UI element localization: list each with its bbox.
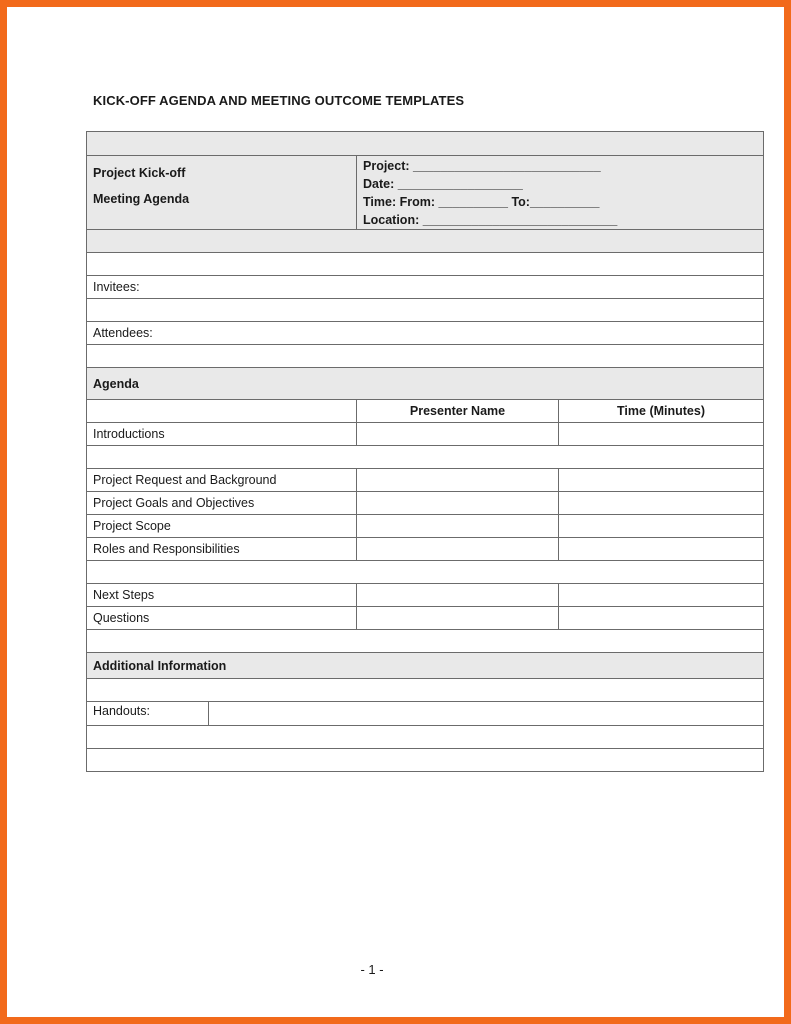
time-cell[interactable]	[559, 515, 764, 538]
presenter-cell[interactable]	[357, 607, 559, 630]
agenda-item: Project Scope	[87, 515, 357, 538]
presenter-cell[interactable]	[357, 423, 559, 446]
title-line-1: Project Kick-off	[93, 166, 186, 180]
presenter-cell[interactable]	[357, 584, 559, 607]
location-field[interactable]: Location: ____________________________	[363, 213, 618, 227]
invitees-row: Invitees:	[87, 276, 764, 299]
agenda-item: Introductions	[87, 423, 357, 446]
agenda-item: Roles and Responsibilities	[87, 538, 357, 561]
blank-row	[87, 345, 764, 368]
attendees-row: Attendees:	[87, 322, 764, 345]
presenter-cell[interactable]	[357, 492, 559, 515]
time-cell[interactable]	[559, 423, 764, 446]
agenda-item: Next Steps	[87, 584, 357, 607]
time-cell[interactable]	[559, 469, 764, 492]
date-field[interactable]: Date: __________________	[363, 177, 523, 191]
blank-row	[87, 749, 764, 772]
project-field[interactable]: Project: ___________________________	[363, 159, 601, 173]
blank-row	[87, 253, 764, 276]
page-number: - 1 -	[360, 962, 384, 977]
agenda-item: Project Goals and Objectives	[87, 492, 357, 515]
presenter-cell[interactable]	[357, 538, 559, 561]
agenda-heading: Agenda	[87, 368, 764, 400]
handouts-row	[87, 702, 764, 726]
document-title	[87, 156, 357, 230]
blank-row	[87, 679, 764, 702]
blank-row	[87, 630, 764, 653]
blank-row	[87, 299, 764, 322]
time-column-header: Time (Minutes)	[559, 400, 764, 423]
meeting-meta	[357, 156, 764, 230]
time-cell[interactable]	[559, 607, 764, 630]
agenda-header-blank	[87, 400, 357, 423]
agenda-item: Questions	[87, 607, 357, 630]
handouts-value[interactable]	[209, 702, 763, 725]
presenter-column-header: Presenter Name	[357, 400, 559, 423]
presenter-cell[interactable]	[357, 469, 559, 492]
blank-grey-row	[87, 132, 764, 156]
time-cell[interactable]	[559, 584, 764, 607]
time-cell[interactable]	[559, 538, 764, 561]
additional-info-heading: Additional Information	[87, 653, 764, 679]
presenter-cell[interactable]	[357, 515, 559, 538]
time-cell[interactable]	[559, 492, 764, 515]
handouts-label: Handouts:	[87, 702, 209, 725]
agenda-item: Project Request and Background	[87, 469, 357, 492]
blank-row	[87, 726, 764, 749]
page-heading: KICK-OFF AGENDA AND MEETING OUTCOME TEMPLATES	[93, 93, 465, 108]
blank-row	[87, 561, 764, 584]
blank-row	[87, 446, 764, 469]
title-line-2: Meeting Agenda	[93, 192, 190, 206]
blank-grey-row	[87, 230, 764, 253]
agenda-table	[86, 131, 764, 772]
time-field[interactable]: Time: From: __________ To:__________	[363, 195, 600, 209]
